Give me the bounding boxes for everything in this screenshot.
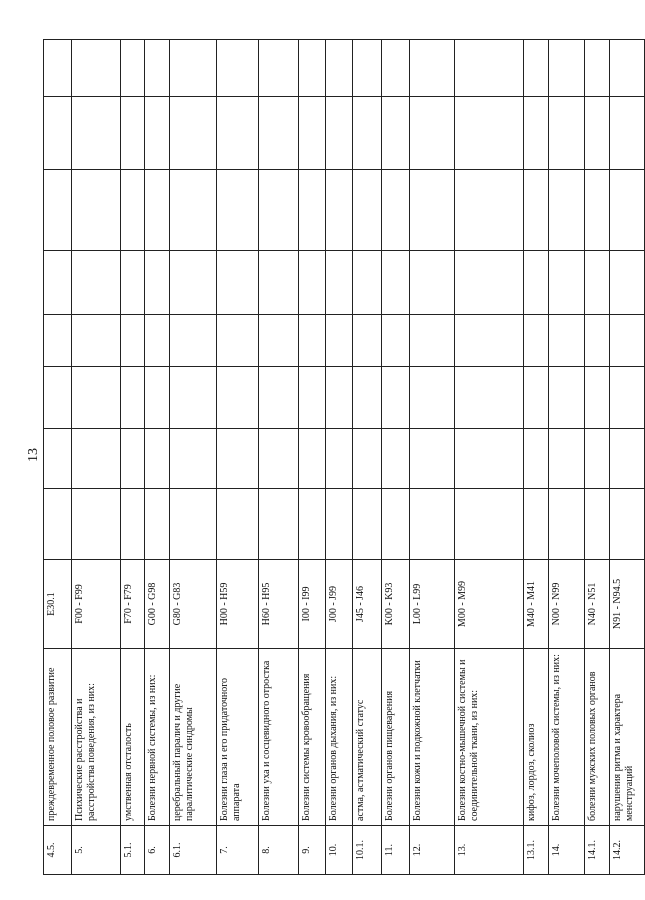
row-number: 13.1. xyxy=(524,826,549,875)
empty-cell xyxy=(170,170,217,251)
empty-cell xyxy=(524,429,549,489)
empty-cell xyxy=(217,97,259,170)
empty-cell xyxy=(585,170,610,251)
empty-cell xyxy=(217,251,259,315)
row-number: 9. xyxy=(299,826,326,875)
empty-cell xyxy=(121,97,145,170)
empty-cell xyxy=(524,97,549,170)
empty-cell xyxy=(585,40,610,97)
empty-cell xyxy=(170,367,217,429)
icd-code: K00 - K93 xyxy=(382,560,410,649)
empty-cell xyxy=(410,40,455,97)
icd-code: N40 - N51 xyxy=(585,560,610,649)
empty-cell xyxy=(353,251,382,315)
disease-name: умственная отсталость xyxy=(121,649,145,826)
row-number: 5.1. xyxy=(121,826,145,875)
empty-cell xyxy=(44,97,72,170)
empty-cell xyxy=(259,429,299,489)
icd-code: N00 - N99 xyxy=(549,560,585,649)
empty-cell xyxy=(549,489,585,560)
table-row xyxy=(72,40,121,875)
empty-cell xyxy=(455,251,524,315)
empty-cell xyxy=(455,489,524,560)
table-row xyxy=(549,40,585,875)
empty-cell xyxy=(326,489,353,560)
empty-cell xyxy=(217,489,259,560)
empty-cell xyxy=(299,97,326,170)
empty-cell xyxy=(410,251,455,315)
empty-cell xyxy=(326,40,353,97)
row-number: 11. xyxy=(382,826,410,875)
empty-cell xyxy=(259,97,299,170)
empty-cell xyxy=(259,170,299,251)
icd-code: F70 - F79 xyxy=(121,560,145,649)
empty-cell xyxy=(610,40,645,97)
empty-cell xyxy=(410,367,455,429)
icd-code: H00 - H59 xyxy=(217,560,259,649)
disease-name: Болезни нервной системы, из них: xyxy=(145,649,170,826)
disease-name: Болезни системы кровообращения xyxy=(299,649,326,826)
empty-cell xyxy=(549,97,585,170)
table-row xyxy=(145,40,170,875)
table-row xyxy=(170,40,217,875)
icd-code: M40 - M41 xyxy=(524,560,549,649)
empty-cell xyxy=(145,40,170,97)
empty-cell xyxy=(610,489,645,560)
icd-code: G80 - G83 xyxy=(170,560,217,649)
disease-name: Болезни уха и сосцевидного отростка xyxy=(259,649,299,826)
table-row xyxy=(455,40,524,875)
icd-code: E30.1 xyxy=(44,560,72,649)
icd-code: L00 - L99 xyxy=(410,560,455,649)
icd-code: H60 - H95 xyxy=(259,560,299,649)
disease-name: Психические расстройства и расстройства поведения, из них: xyxy=(72,649,121,826)
empty-cell xyxy=(549,170,585,251)
empty-cell xyxy=(353,315,382,367)
icd-code: J45 - J46 xyxy=(353,560,382,649)
empty-cell xyxy=(610,429,645,489)
empty-cell xyxy=(455,315,524,367)
empty-cell xyxy=(585,367,610,429)
empty-cell xyxy=(44,251,72,315)
disease-name: Болезни глаза и его придаточного аппарата xyxy=(217,649,259,826)
empty-cell xyxy=(299,489,326,560)
empty-cell xyxy=(524,315,549,367)
empty-cell xyxy=(299,40,326,97)
empty-cell xyxy=(259,367,299,429)
icd-code: G00 - G98 xyxy=(145,560,170,649)
empty-cell xyxy=(121,251,145,315)
icd-code: I00 - I99 xyxy=(299,560,326,649)
empty-cell xyxy=(170,429,217,489)
empty-cell xyxy=(410,315,455,367)
empty-cell xyxy=(382,40,410,97)
empty-cell xyxy=(121,40,145,97)
empty-cell xyxy=(353,367,382,429)
row-number: 10. xyxy=(326,826,353,875)
empty-cell xyxy=(72,97,121,170)
empty-cell xyxy=(259,251,299,315)
empty-cell xyxy=(299,251,326,315)
row-number: 8. xyxy=(259,826,299,875)
empty-cell xyxy=(44,40,72,97)
empty-cell xyxy=(326,97,353,170)
rotated-table-container xyxy=(43,40,635,875)
empty-cell xyxy=(353,489,382,560)
table-row xyxy=(410,40,455,875)
empty-cell xyxy=(326,429,353,489)
empty-cell xyxy=(610,97,645,170)
empty-cell xyxy=(549,367,585,429)
empty-cell xyxy=(145,489,170,560)
empty-cell xyxy=(549,251,585,315)
empty-cell xyxy=(170,40,217,97)
empty-cell xyxy=(410,170,455,251)
icd-code: M00 - M99 xyxy=(455,560,524,649)
empty-cell xyxy=(382,367,410,429)
table-row xyxy=(44,40,72,875)
empty-cell xyxy=(455,40,524,97)
disease-name: церебральный паралич и другие паралитические синдромы xyxy=(170,649,217,826)
empty-cell xyxy=(549,40,585,97)
empty-cell xyxy=(121,489,145,560)
row-number: 13. xyxy=(455,826,524,875)
empty-cell xyxy=(326,251,353,315)
empty-cell xyxy=(455,429,524,489)
empty-cell xyxy=(44,315,72,367)
empty-cell xyxy=(72,40,121,97)
empty-cell xyxy=(72,489,121,560)
row-number: 5. xyxy=(72,826,121,875)
empty-cell xyxy=(145,367,170,429)
empty-cell xyxy=(524,489,549,560)
empty-cell xyxy=(585,97,610,170)
empty-cell xyxy=(72,170,121,251)
empty-cell xyxy=(72,251,121,315)
row-number: 4.5. xyxy=(44,826,72,875)
page-number: 13 xyxy=(26,448,41,462)
empty-cell xyxy=(585,315,610,367)
row-number: 14.2. xyxy=(610,826,645,875)
empty-cell xyxy=(326,170,353,251)
empty-cell xyxy=(455,97,524,170)
empty-cell xyxy=(170,97,217,170)
empty-cell xyxy=(217,429,259,489)
empty-cell xyxy=(170,315,217,367)
empty-cell xyxy=(217,40,259,97)
empty-cell xyxy=(121,429,145,489)
disease-name: нарушения ритма и характера менструаций xyxy=(610,649,645,826)
empty-cell xyxy=(72,429,121,489)
empty-cell xyxy=(410,429,455,489)
empty-cell xyxy=(382,170,410,251)
table-body xyxy=(44,40,645,875)
table-row xyxy=(353,40,382,875)
empty-cell xyxy=(410,489,455,560)
table-row xyxy=(585,40,610,875)
empty-cell xyxy=(585,251,610,315)
table-row xyxy=(610,40,645,875)
empty-cell xyxy=(585,489,610,560)
empty-cell xyxy=(299,367,326,429)
empty-cell xyxy=(549,429,585,489)
empty-cell xyxy=(217,367,259,429)
empty-cell xyxy=(44,429,72,489)
empty-cell xyxy=(585,429,610,489)
empty-cell xyxy=(44,367,72,429)
row-number: 12. xyxy=(410,826,455,875)
empty-cell xyxy=(44,489,72,560)
empty-cell xyxy=(217,315,259,367)
empty-cell xyxy=(353,97,382,170)
table-row xyxy=(382,40,410,875)
empty-cell xyxy=(524,251,549,315)
disease-name: болезни мужских половых органов xyxy=(585,649,610,826)
table-row xyxy=(524,40,549,875)
table-row xyxy=(259,40,299,875)
disease-name: Болезни костно-мышечной системы и соединительной ткани, из них: xyxy=(455,649,524,826)
row-number: 6. xyxy=(145,826,170,875)
table-row xyxy=(326,40,353,875)
empty-cell xyxy=(72,367,121,429)
empty-cell xyxy=(382,97,410,170)
empty-cell xyxy=(382,315,410,367)
empty-cell xyxy=(610,367,645,429)
empty-cell xyxy=(326,315,353,367)
row-number: 10.1. xyxy=(353,826,382,875)
disease-name: Болезни органов дыхания, из них: xyxy=(326,649,353,826)
icd-code: J00 - J99 xyxy=(326,560,353,649)
empty-cell xyxy=(524,170,549,251)
disease-name: астма, астматический статус xyxy=(353,649,382,826)
row-number: 14. xyxy=(549,826,585,875)
empty-cell xyxy=(455,170,524,251)
empty-cell xyxy=(299,170,326,251)
empty-cell xyxy=(382,251,410,315)
empty-cell xyxy=(145,251,170,315)
empty-cell xyxy=(259,40,299,97)
row-number: 6.1. xyxy=(170,826,217,875)
empty-cell xyxy=(610,251,645,315)
empty-cell xyxy=(259,315,299,367)
icd-code: N91 - N94.5 xyxy=(610,560,645,649)
empty-cell xyxy=(145,97,170,170)
table-area xyxy=(43,40,635,875)
empty-cell xyxy=(145,429,170,489)
empty-cell xyxy=(217,170,259,251)
disease-name: Болезни органов пищеварения xyxy=(382,649,410,826)
empty-cell xyxy=(610,170,645,251)
empty-cell xyxy=(170,251,217,315)
empty-cell xyxy=(610,315,645,367)
empty-cell xyxy=(353,429,382,489)
empty-cell xyxy=(549,315,585,367)
disease-name: преждевременное половое развитие xyxy=(44,649,72,826)
empty-cell xyxy=(259,489,299,560)
empty-cell xyxy=(455,367,524,429)
row-number: 7. xyxy=(217,826,259,875)
empty-cell xyxy=(353,40,382,97)
disease-name: кифоз, лордоз, сколиоз xyxy=(524,649,549,826)
empty-cell xyxy=(524,40,549,97)
table-row xyxy=(121,40,145,875)
diseases-table xyxy=(43,39,645,875)
empty-cell xyxy=(121,315,145,367)
empty-cell xyxy=(72,315,121,367)
disease-name: Болезни кожи и подкожной клетчатки xyxy=(410,649,455,826)
table-row xyxy=(299,40,326,875)
empty-cell xyxy=(145,315,170,367)
empty-cell xyxy=(299,315,326,367)
disease-name: Болезни мочеполовой системы, из них: xyxy=(549,649,585,826)
empty-cell xyxy=(524,367,549,429)
row-number: 14.1. xyxy=(585,826,610,875)
empty-cell xyxy=(121,170,145,251)
empty-cell xyxy=(121,367,145,429)
icd-code: F00 - F99 xyxy=(72,560,121,649)
empty-cell xyxy=(353,170,382,251)
empty-cell xyxy=(299,429,326,489)
empty-cell xyxy=(44,170,72,251)
empty-cell xyxy=(410,97,455,170)
empty-cell xyxy=(145,170,170,251)
empty-cell xyxy=(170,489,217,560)
empty-cell xyxy=(326,367,353,429)
empty-cell xyxy=(382,489,410,560)
table-row xyxy=(217,40,259,875)
empty-cell xyxy=(382,429,410,489)
